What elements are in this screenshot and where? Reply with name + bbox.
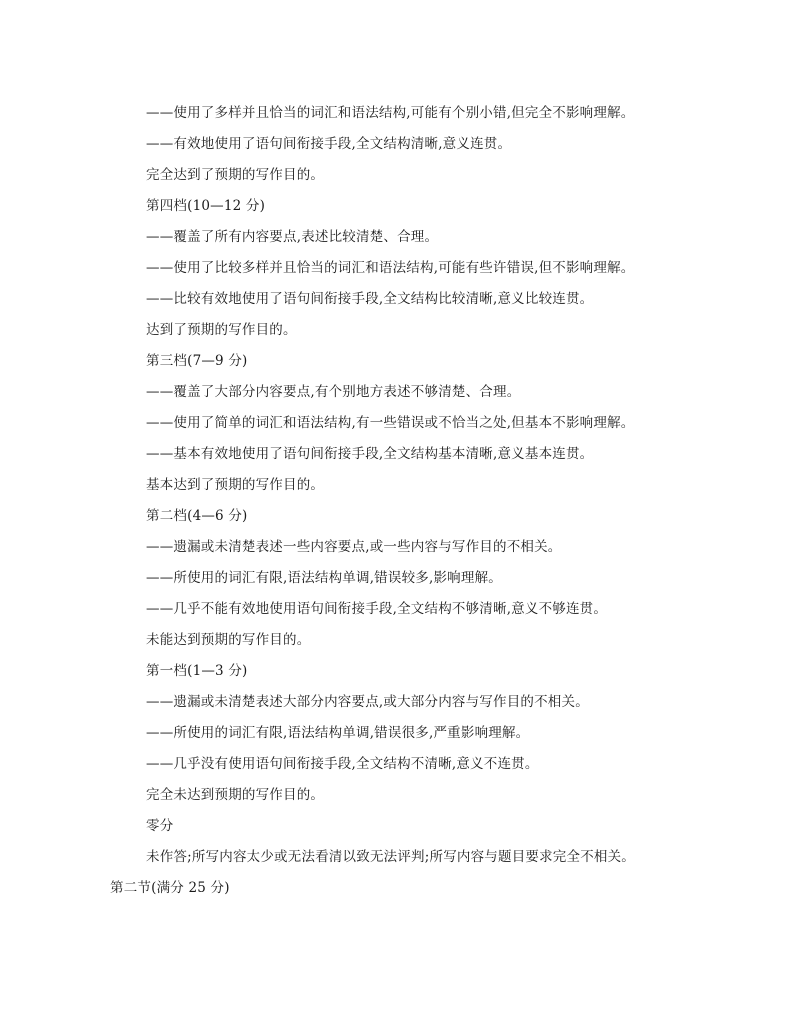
text-line: ——几乎不能有效地使用语句间衔接手段,全文结构不够清晰,意义不够连贯。: [146, 601, 608, 617]
text-line: ——有效地使用了语句间衔接手段,全文结构清晰,意义连贯。: [146, 136, 512, 152]
grade-heading: 零分: [146, 818, 174, 834]
text-line: ——所使用的词汇有限,语法结构单调,错误很多,严重影响理解。: [146, 725, 530, 741]
text-line: 达到了预期的写作目的。: [146, 322, 297, 338]
text-line: 完全未达到预期的写作目的。: [146, 787, 325, 803]
text-line: ——覆盖了大部分内容要点,有个别地方表述不够清楚、合理。: [146, 384, 521, 400]
grade-heading: 第四档(10—12 分): [146, 198, 266, 214]
text-line: ——比较有效地使用了语句间衔接手段,全文结构比较清晰,意义比较连贯。: [146, 291, 594, 307]
text-line: ——使用了简单的词汇和语法结构,有一些错误或不恰当之处,但基本不影响理解。: [146, 415, 635, 431]
text-line: 完全达到了预期的写作目的。: [146, 167, 325, 183]
text-line: ——覆盖了所有内容要点,表述比较清楚、合理。: [146, 229, 439, 245]
grade-heading: 第一档(1—3 分): [146, 663, 248, 679]
text-line: ——使用了比较多样并且恰当的词汇和语法结构,可能有些许错误,但不影响理解。: [146, 260, 635, 276]
text-line: ——使用了多样并且恰当的词汇和语法结构,可能有个别小错,但完全不影响理解。: [146, 105, 635, 121]
text-line: ——几乎没有使用语句间衔接手段,全文结构不清晰,意义不连贯。: [146, 756, 539, 772]
text-line: ——遗漏或未清楚表述一些内容要点,或一些内容与写作目的不相关。: [146, 539, 562, 555]
text-line: ——所使用的词汇有限,语法结构单调,错误较多,影响理解。: [146, 570, 502, 586]
section-heading: 第二节(满分 25 分): [110, 880, 230, 896]
grade-heading: 第三档(7—9 分): [146, 353, 248, 369]
text-line: 未作答;所写内容太少或无法看清以致无法评判;所写内容与题目要求完全不相关。: [146, 849, 635, 865]
grade-heading: 第二档(4—6 分): [146, 508, 248, 524]
text-line: ——基本有效地使用了语句间衔接手段,全文结构基本清晰,意义基本连贯。: [146, 446, 594, 462]
text-line: 未能达到预期的写作目的。: [146, 632, 311, 648]
text-line: ——遗漏或未清楚表述大部分内容要点,或大部分内容与写作目的不相关。: [146, 694, 589, 710]
text-line: 基本达到了预期的写作目的。: [146, 477, 325, 493]
